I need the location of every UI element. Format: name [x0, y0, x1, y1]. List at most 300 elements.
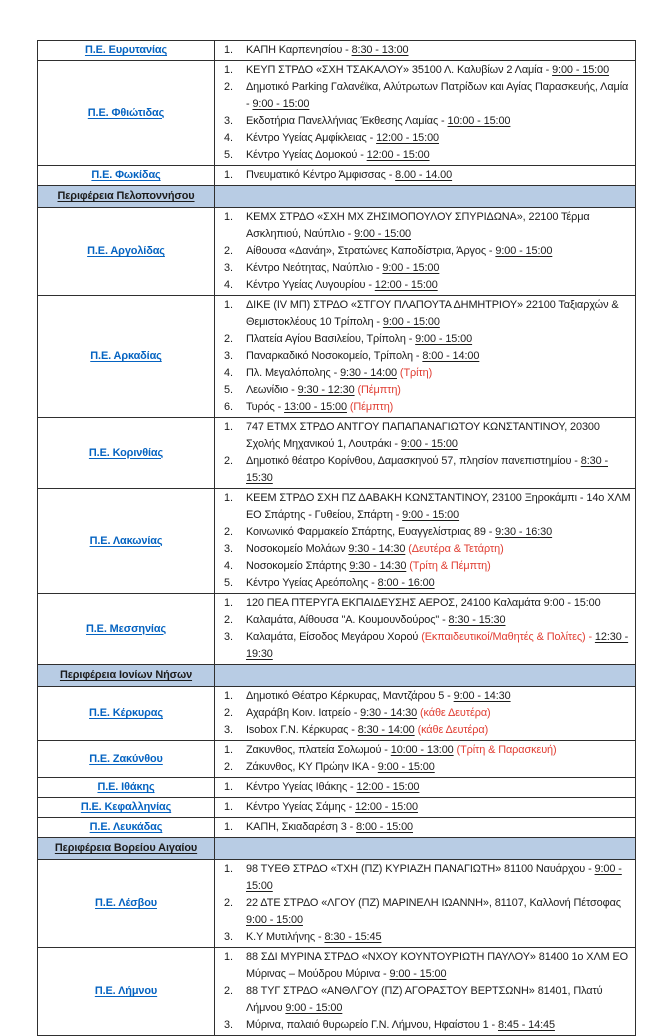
location-text: Ζακυνθος, πλατεία Σολωμού - — [246, 744, 391, 756]
region-cell — [38, 418, 215, 489]
location-item — [217, 722, 632, 739]
location-text: Καλαμάτα, Αίθουσα "Α. Κουμουνδούρος" - — [246, 614, 449, 626]
item-text — [246, 688, 632, 705]
region-link[interactable]: Π.Ε. Φωκίδας — [91, 169, 161, 181]
time-range: 10:00 - 15:00 — [447, 115, 511, 127]
time-range: 8:00 - 16:00 — [377, 577, 435, 589]
section-header-label: Περιφέρεια Πελοποννήσου — [57, 190, 195, 202]
section-header-filler — [215, 665, 636, 687]
location-text: ΚΑΠΗ Καρπενησίου - — [246, 44, 352, 56]
item-text — [246, 612, 632, 629]
locations-list — [217, 779, 632, 796]
item-number: 1. — [224, 492, 233, 504]
location-item — [217, 167, 632, 184]
location-text: ΚΑΠΗ, Σκιαδαρέση 3 - — [246, 821, 357, 833]
time-range: 9:00 - 15:00 — [415, 333, 473, 345]
region-row — [38, 594, 636, 665]
location-text: Κέντρο Υγείας Αρεόπολης - — [246, 577, 378, 589]
item-text — [246, 799, 632, 816]
location-item — [217, 243, 632, 260]
day-note: (Τρίτη & Πέμπτη) — [406, 560, 491, 572]
locations-table-body — [38, 41, 636, 1036]
item-number: 1. — [224, 299, 233, 311]
item-text — [246, 541, 632, 558]
time-range: 9:30 - 14:30 — [360, 707, 418, 719]
time-range: 8:00 - 14:00 — [422, 350, 480, 362]
time-range: 8:30 - 13:00 — [351, 44, 409, 56]
locations-cell — [215, 741, 636, 778]
location-text: 22 ΔΤΕ ΣΤΡΔΟ «ΛΓΟΥ (ΠΖ) ΜΑΡΙΝΕΛΗ ΙΩΑΝΝΗ», 81107, Καλλονή Πέτσοφας — [246, 897, 621, 909]
time-range: 8:30 - 14:00 — [357, 724, 415, 736]
item-number: 2. — [224, 614, 233, 626]
location-item — [217, 62, 632, 79]
location-item — [217, 742, 632, 759]
location-text: ΚΕΥΠ ΣΤΡΔΟ «ΣΧΗ ΤΣΑΚΑΛΟΥ» 35100 Λ. Καλυβίων 2 Λαμία - — [246, 64, 553, 76]
section-header-row — [38, 838, 636, 860]
region-link[interactable]: Π.Ε. Μεσσηνίας — [85, 622, 167, 635]
location-text: ΚΕΕΜ ΣΤΡΔΟ ΣΧΗ ΠΖ ΔΑΒΑΚΗ ΚΩΝΣΤΑΝΤΙΝΟΥ, 23100 Ξηροκάμπι - 14ο ΧΛΜ ΕΟ Σπάρτης - Γυθείου, Σπάρτη - — [246, 492, 631, 521]
item-text — [246, 490, 632, 524]
item-number: 2. — [224, 245, 233, 257]
time-range: 12:00 - 15:00 — [355, 801, 418, 813]
region-row — [38, 778, 636, 798]
item-number: 1. — [224, 781, 233, 793]
region-link[interactable]: Π.Ε. Λήμνου — [94, 985, 158, 997]
region-row — [38, 166, 636, 186]
item-number: 4. — [224, 279, 233, 291]
item-number: 4. — [224, 367, 233, 379]
location-item — [217, 382, 632, 399]
region-link[interactable]: Π.Ε. Ευρυτανίας — [84, 44, 168, 56]
location-item — [217, 799, 632, 816]
location-item — [217, 42, 632, 59]
region-row — [38, 41, 636, 61]
location-text: Isobox Γ.Ν. Κέρκυρας - — [246, 724, 358, 736]
location-item — [217, 490, 632, 524]
time-range: 9:00 - 15:00 — [382, 262, 440, 274]
item-text — [246, 42, 632, 59]
item-text — [246, 895, 632, 929]
item-text — [246, 742, 632, 759]
location-text: 88 ΤΥΓ ΣΤΡΔΟ «ΑΝΘΛΓΟΥ (ΠΖ) ΑΓΟΡΑΣΤΟΥ ΒΕΡΤΣΩΝΗ» 81401, Πλατύ Λήμνου — [246, 985, 603, 1014]
item-number: 5. — [224, 577, 233, 589]
item-number: 3. — [224, 350, 233, 362]
time-range: 9:00 - 15:00 — [389, 968, 447, 980]
locations-list — [217, 209, 632, 294]
item-number: 1. — [224, 64, 233, 76]
section-header-cell — [38, 838, 215, 860]
location-text: Κ.Υ Μυτιλήνης - — [246, 931, 325, 943]
location-text: Κέντρο Νεότητας, Ναύπλιο - — [246, 262, 383, 274]
location-item — [217, 113, 632, 130]
item-number: 4. — [224, 132, 233, 144]
region-row — [38, 741, 636, 778]
region-cell — [38, 208, 215, 296]
item-number: 3. — [224, 115, 233, 127]
locations-list — [217, 595, 632, 663]
item-number: 2. — [224, 897, 233, 909]
item-text — [246, 575, 632, 592]
item-text — [246, 277, 632, 294]
item-number: 1. — [224, 690, 233, 702]
locations-cell — [215, 778, 636, 798]
item-text — [246, 629, 632, 663]
item-text — [246, 382, 632, 399]
item-text — [246, 365, 632, 382]
region-link[interactable]: Π.Ε. Φθιώτιδας — [87, 106, 165, 119]
location-item — [217, 895, 632, 929]
location-text: Πλατεία Αγίου Βασιλείου, Τρίπολη - — [246, 333, 416, 345]
item-number: 2. — [224, 985, 233, 997]
item-text — [246, 167, 632, 184]
locations-cell — [215, 594, 636, 665]
region-cell — [38, 489, 215, 594]
locations-cell — [215, 860, 636, 948]
time-range: 8:30 - 15:45 — [324, 931, 382, 943]
location-text: Δημοτικό Parking Γαλανέϊκα, Αλύτρωτων Πατρίδων και Αγίας Παρασκευής, Λαμία - — [246, 81, 629, 110]
location-item — [217, 705, 632, 722]
region-row — [38, 948, 636, 1036]
time-range: 12:00 - 15:00 — [376, 132, 439, 144]
region-row — [38, 687, 636, 741]
region-cell — [38, 594, 215, 665]
location-text: ΔΙΚΕ (IV ΜΠ) ΣΤΡΔΟ «ΣΤΓΟΥ ΠΛΑΠΟΥΤΑ ΔΗΜΗΤΡΙΟΥ» 22100 Ταξιαρχών & Θεμιστοκλέους 10 Τρίπολη - — [246, 299, 619, 328]
location-item — [217, 575, 632, 592]
item-text — [246, 399, 632, 416]
item-text — [246, 524, 632, 541]
location-text: Κέντρο Υγείας Λυγουρίου - — [246, 279, 375, 291]
location-item — [217, 130, 632, 147]
time-range: 12:00 - 15:00 — [356, 781, 420, 793]
item-text — [246, 147, 632, 164]
time-range: 9:00 - 14:30 — [453, 690, 511, 702]
time-range: 12:00 - 15:00 — [366, 149, 430, 161]
time-range: 9:00 - 15:00 — [246, 914, 303, 926]
region-cell — [38, 687, 215, 741]
location-item — [217, 147, 632, 164]
item-text — [246, 983, 632, 1017]
time-range: 9:00 - 15:00 — [495, 245, 553, 257]
locations-list — [217, 297, 632, 416]
locations-list — [217, 490, 632, 592]
region-cell — [38, 818, 215, 838]
region-link[interactable]: Π.Ε. Ιθάκης — [97, 781, 155, 793]
location-item — [217, 348, 632, 365]
item-number: 1. — [224, 801, 233, 813]
location-item — [217, 558, 632, 575]
location-text: Νοσοκομείο Μολάων — [246, 543, 349, 555]
location-text: 747 ΕΤΜΧ ΣΤΡΔΟ ΑΝΤΓΟΥ ΠΑΠΑΠΑΝΑΓΙΩΤΟΥ ΚΩΝΣΤΑΝΤΙΝΟΥ, 20300 Σχολής Μηχανικού 1, Λουτράκι - — [246, 421, 600, 450]
location-item — [217, 929, 632, 946]
locations-list — [217, 742, 632, 776]
time-range: 8:30 - 15:30 — [246, 455, 608, 484]
location-text: Κοινωνικό Φαρμακείο Σπάρτης, Ευαγγελίστριας 89 - — [246, 526, 496, 538]
location-item — [217, 595, 632, 612]
locations-list — [217, 167, 632, 184]
time-range: 13:00 - 15:00 — [284, 401, 347, 413]
item-text — [246, 779, 632, 796]
locations-cell — [215, 798, 636, 818]
region-link[interactable]: Π.Ε. Λακωνίας — [89, 534, 163, 547]
item-number: 2. — [224, 81, 233, 93]
section-header-label: Περιφέρεια Ιονίων Νήσων — [59, 669, 193, 681]
item-number: 1. — [224, 863, 233, 875]
item-number: 1. — [224, 169, 233, 181]
item-text — [246, 130, 632, 147]
location-text: Αχαράβη Κοιν. Ιατρείο - — [246, 707, 361, 719]
item-text — [246, 79, 632, 113]
item-text — [246, 209, 632, 243]
location-text: ΚΕΜΧ ΣΤΡΔΟ «ΣΧΗ ΜΧ ΖΗΣΙΜΟΠΟΥΛΟΥ ΣΠΥΡΙΔΩΝΑ», 22100 Τέρμα Ασκληπιού, Ναύπλιο - — [246, 211, 590, 240]
time-range: 9:00 - 15:00 — [400, 438, 458, 450]
location-text: Κέντρο Υγείας Σάμης - — [246, 801, 356, 813]
location-item — [217, 524, 632, 541]
location-item — [217, 277, 632, 294]
locations-list — [217, 799, 632, 816]
item-number: 3. — [224, 262, 233, 274]
location-text: Καλαμάτα, Είσοδος Μεγάρου Χορού — [246, 631, 422, 643]
section-header-cell — [38, 186, 215, 208]
location-item — [217, 861, 632, 895]
time-range: 8:45 - 14:45 — [497, 1019, 555, 1031]
region-cell — [38, 778, 215, 798]
location-item — [217, 365, 632, 382]
time-range: 9:30 - 14:30 — [348, 543, 406, 555]
locations-list — [217, 861, 632, 946]
location-text: Τυρός - — [246, 401, 285, 413]
section-header-cell — [38, 665, 215, 687]
locations-cell — [215, 948, 636, 1036]
location-item — [217, 453, 632, 487]
location-text: Μύρινα, παλαιό θυρωρείο Γ.Ν. Λήμνου, Ηφαίστου 1 - — [246, 1019, 498, 1031]
locations-cell — [215, 166, 636, 186]
item-text — [246, 595, 632, 612]
locations-table — [37, 40, 636, 1036]
section-header-filler — [215, 838, 636, 860]
region-cell — [38, 61, 215, 166]
location-text: Κέντρο Υγείας Δομοκού - — [246, 149, 367, 161]
location-text: 98 ΤΥΕΘ ΣΤΡΔΟ «ΤΧΗ (ΠΖ) ΚΥΡΙΑΖΗ ΠΑΝΑΓΙΩΤΗ» 81100 Ναυάρχου - — [246, 863, 595, 875]
item-number: 1. — [224, 597, 233, 609]
day-note: (Τρίτη) — [397, 367, 433, 379]
item-number: 2. — [224, 333, 233, 345]
item-number: 1. — [224, 421, 233, 433]
locations-cell — [215, 687, 636, 741]
location-item — [217, 209, 632, 243]
item-text — [246, 243, 632, 260]
location-text: Παναρκαδικό Νοσοκομείο, Τρίπολη - — [246, 350, 423, 362]
time-range: 8.00 - 14.00 — [395, 169, 453, 181]
item-text — [246, 558, 632, 575]
item-number: 5. — [224, 384, 233, 396]
locations-list — [217, 42, 632, 59]
location-text: Εκδοτήρια Πανελλήνιας Έκθεσης Λαμίας - — [246, 115, 448, 127]
location-text: Δημοτικό Θέατρο Κέρκυρας, Μαντζάρου 5 - — [246, 690, 454, 702]
day-note: (κάθε Δευτέρα) — [417, 707, 491, 719]
time-range: 12:00 - 15:00 — [374, 279, 438, 291]
item-text — [246, 819, 632, 836]
location-item — [217, 612, 632, 629]
region-row — [38, 818, 636, 838]
location-item — [217, 419, 632, 453]
item-number: 3. — [224, 543, 233, 555]
day-note: (Τρίτη & Παρασκευή) — [453, 744, 557, 756]
location-item — [217, 759, 632, 776]
location-item — [217, 399, 632, 416]
item-number: 3. — [224, 724, 233, 736]
time-range: 9:00 - 15:00 — [402, 509, 460, 521]
item-text — [246, 348, 632, 365]
region-cell — [38, 860, 215, 948]
locations-list — [217, 688, 632, 739]
locations-list — [217, 949, 632, 1034]
item-text — [246, 1017, 632, 1034]
region-cell — [38, 41, 215, 61]
item-number: 3. — [224, 931, 233, 943]
item-number: 2. — [224, 707, 233, 719]
item-number: 1. — [224, 951, 233, 963]
time-range: 8:00 - 15:00 — [356, 821, 413, 833]
item-text — [246, 929, 632, 946]
day-note: (Εκπαιδευτικοί/Μαθητές & Πολίτες) - — [421, 631, 595, 643]
location-item — [217, 331, 632, 348]
day-note: (Πέμπτη) — [346, 401, 394, 413]
location-item — [217, 779, 632, 796]
region-link[interactable]: Π.Ε. Αρκαδίας — [90, 350, 162, 362]
day-note: (κάθε Δευτέρα) — [414, 724, 489, 736]
locations-list — [217, 419, 632, 487]
item-number: 2. — [224, 455, 233, 467]
region-row — [38, 798, 636, 818]
locations-cell — [215, 296, 636, 418]
item-text — [246, 453, 632, 487]
locations-cell — [215, 818, 636, 838]
location-text: Κέντρο Υγείας Ιθάκης - — [246, 781, 357, 793]
location-item — [217, 297, 632, 331]
region-cell — [38, 741, 215, 778]
locations-cell — [215, 418, 636, 489]
location-text: Πλ. Μεγαλόπολης - — [246, 367, 341, 379]
item-text — [246, 62, 632, 79]
item-number: 3. — [224, 631, 233, 643]
location-item — [217, 79, 632, 113]
time-range: 10:00 - 13:00 — [390, 744, 454, 756]
region-link[interactable]: Π.Ε. Κεφαλληνίας — [80, 801, 172, 813]
location-text: Κέντρο Υγείας Αμφίκλειας - — [246, 132, 377, 144]
location-text: Νοσοκομείο Σπάρτης — [246, 560, 350, 572]
locations-cell — [215, 208, 636, 296]
time-range: 9:30 - 14:00 — [340, 367, 397, 379]
item-number: 3. — [224, 1019, 233, 1031]
location-text: Δημοτικό θέατρο Κορίνθου, Δαμασκηνού 57, πλησίον πανεπιστημίου - — [246, 455, 581, 467]
location-text: Πνευματικό Κέντρο Άμφισσας - — [246, 169, 396, 181]
item-text — [246, 705, 632, 722]
time-range: 8:30 - 15:30 — [448, 614, 506, 626]
region-row — [38, 489, 636, 594]
time-range: 9:00 - 15:00 — [252, 98, 310, 110]
locations-cell — [215, 61, 636, 166]
item-text — [246, 113, 632, 130]
item-number: 1. — [224, 821, 233, 833]
region-link[interactable]: Π.Ε. Κέρκυρας — [89, 707, 163, 719]
item-number: 5. — [224, 149, 233, 161]
locations-list — [217, 819, 632, 836]
location-text: Λεωνίδιο - — [246, 384, 298, 396]
item-number: 2. — [224, 526, 233, 538]
region-row — [38, 418, 636, 489]
item-number: 4. — [224, 560, 233, 572]
time-range: 9:00 - 15:00 — [246, 863, 622, 892]
item-text — [246, 861, 632, 895]
section-header-row — [38, 186, 636, 208]
item-text — [246, 949, 632, 983]
section-header-label: Περιφέρεια Βορείου Αιγαίου — [54, 842, 198, 854]
item-number: 6. — [224, 401, 233, 413]
day-note: (Δευτέρα & Τετάρτη) — [405, 543, 504, 555]
location-item — [217, 949, 632, 983]
location-text: Ζάκυνθος, ΚΥ Πρώην ΙΚΑ - — [246, 761, 378, 773]
location-item — [217, 629, 632, 663]
location-item — [217, 983, 632, 1017]
location-item — [217, 260, 632, 277]
item-text — [246, 260, 632, 277]
time-range: 9:30 - 14:30 — [349, 560, 407, 572]
region-link[interactable]: Π.Ε. Αργολίδας — [87, 245, 165, 257]
location-item — [217, 819, 632, 836]
item-text — [246, 419, 632, 453]
day-note: (Πέμπτη) — [354, 384, 401, 396]
region-row — [38, 208, 636, 296]
item-number: 1. — [224, 744, 233, 756]
location-text: Αίθουσα «Δανάη», Στρατώνες Καποδίστρια, Άργος - — [246, 245, 496, 257]
location-text: 120 ΠΕΑ ΠΤΕΡΥΓΑ ΕΚΠΑΙΔΕΥΣΗΣ ΑΕΡΟΣ, 24100 Καλαμάτα 9:00 - 15:00 — [246, 597, 601, 609]
time-range: 9:30 - 16:30 — [495, 526, 553, 538]
region-link[interactable]: Π.Ε. Λέσβου — [95, 897, 157, 909]
time-range: 12:30 - 19:30 — [246, 631, 629, 660]
region-link[interactable]: Π.Ε. Ζακύνθου — [89, 752, 163, 765]
location-item — [217, 541, 632, 558]
time-range: 9:00 - 15:00 — [382, 316, 440, 328]
time-range: 9:00 - 15:00 — [552, 64, 610, 76]
item-text — [246, 722, 632, 739]
region-cell — [38, 296, 215, 418]
item-text — [246, 759, 632, 776]
region-link[interactable]: Π.Ε. Λευκάδας — [89, 821, 163, 833]
region-row — [38, 296, 636, 418]
region-cell — [38, 798, 215, 818]
time-range: 9:00 - 15:00 — [377, 761, 435, 773]
region-cell — [38, 948, 215, 1036]
region-link[interactable]: Π.Ε. Κορινθίας — [88, 446, 164, 459]
item-text — [246, 297, 632, 331]
time-range: 9:00 - 15:00 — [285, 1002, 343, 1014]
section-header-row — [38, 665, 636, 687]
locations-list — [217, 62, 632, 164]
time-range: 9:30 - 12:30 — [297, 384, 355, 396]
locations-cell — [215, 489, 636, 594]
time-range: 9:00 - 15:00 — [354, 228, 411, 240]
item-number: 2. — [224, 761, 233, 773]
region-row — [38, 61, 636, 166]
item-number: 1. — [224, 211, 233, 223]
locations-cell — [215, 41, 636, 61]
section-header-filler — [215, 186, 636, 208]
location-item — [217, 688, 632, 705]
item-text — [246, 331, 632, 348]
location-text: 88 ΣΔΙ ΜΥΡΙΝΑ ΣΤΡΔΟ «ΝΧΟΥ ΚΟΥΝΤΟΥΡΙΩΤΗ ΠΑΥΛΟΥ» 81400 1ο ΧΛΜ ΕΟ Μύρινας – Μούδρου Μύρινα - — [246, 951, 629, 980]
region-cell — [38, 166, 215, 186]
region-row — [38, 860, 636, 948]
